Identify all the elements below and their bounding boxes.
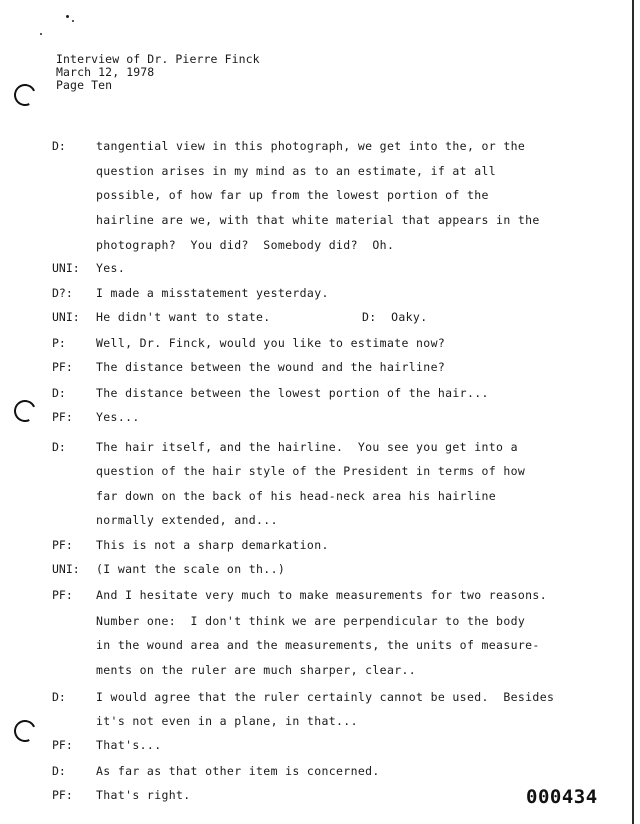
transcript-line: The distance between the lowest portion of the hair... [96, 386, 489, 400]
transcript-line: normally extended, and... [96, 513, 278, 527]
transcript-line: And I hesitate very much to make measurements for two reasons. [96, 588, 547, 602]
ink-speck [72, 20, 74, 22]
transcript-line: question of the hair style of the President in terms of how [96, 464, 526, 478]
transcript-line: photograph? You did? Somebody did? Oh. [96, 238, 395, 252]
transcript-line: possible, of how far up from the lowest portion of the [96, 188, 489, 202]
header-title: Interview of Dr. Pierre Finck [56, 52, 260, 66]
transcript-line: it's not even in a plane, in that... [96, 714, 358, 728]
speaker-label: P: [52, 336, 66, 350]
transcript-line: Well, Dr. Finck, would you like to estimate now? [96, 336, 446, 350]
transcript-line: question arises in my mind as to an estimate, if at all [96, 164, 497, 178]
document-number-stamp: 000434 [526, 786, 598, 808]
speaker-label: PF: [52, 788, 73, 802]
speaker-label: D: [52, 386, 66, 400]
transcript-line: I made a misstatement yesterday. [96, 286, 329, 300]
speaker-label: UNI: [52, 261, 80, 275]
speaker-label: D?: [52, 286, 73, 300]
ink-speck [40, 33, 42, 35]
speaker-label: PF: [52, 538, 73, 552]
transcript-line: Yes... [96, 410, 140, 424]
punch-hole-mark [11, 81, 39, 109]
transcript-line: The distance between the wound and the hairline? [96, 360, 446, 374]
transcript-line: This is not a sharp demarkation. [96, 538, 329, 552]
speaker-label: PF: [52, 410, 73, 424]
transcript-line: tangential view in this photograph, we get into the, or the [96, 139, 526, 153]
transcript-line: That's... [96, 738, 162, 752]
speaker-label: PF: [52, 360, 73, 374]
transcript-line: (I want the scale on th..) [96, 562, 286, 576]
header-page: Page Ten [56, 78, 113, 92]
speaker-label: PF: [52, 738, 73, 752]
speaker-label: UNI: [52, 310, 80, 324]
transcript-line: That's right. [96, 788, 191, 802]
speaker-label: D: [52, 440, 66, 454]
transcript-line: As far as that other item is concerned. [96, 764, 380, 778]
transcript-line: The hair itself, and the hairline. You see you get into a [96, 440, 518, 454]
speaker-label: PF: [52, 588, 73, 602]
transcript-line: Yes. [96, 261, 126, 275]
transcript-line: far down on the back of his head-neck area his hairline [96, 489, 497, 503]
punch-hole-mark [11, 397, 39, 425]
document-header [56, 53, 260, 92]
transcript-line: I would agree that the ruler certainly cannot be used. Besides [96, 690, 555, 704]
transcript-line: in the wound area and the measurements, the units of measure- [96, 638, 540, 652]
transcript-line: Number one: I don't think we are perpendicular to the body [96, 614, 526, 628]
speaker-label: D: [52, 764, 66, 778]
transcript-line: He didn't want to state. [96, 310, 271, 324]
speaker-label: D: [52, 690, 66, 704]
page-edge-line [632, 0, 634, 824]
speaker-label: D: [52, 139, 66, 153]
punch-hole-mark [11, 717, 39, 745]
transcript-line: hairline are we, with that white material that appears in the [96, 213, 540, 227]
transcript-line: ments on the ruler are much sharper, clear.. [96, 663, 417, 677]
ink-speck [66, 15, 69, 18]
header-date: March 12, 1978 [56, 65, 155, 79]
speaker-label: UNI: [52, 562, 80, 576]
aside-remark: D: Oaky. [362, 310, 428, 324]
